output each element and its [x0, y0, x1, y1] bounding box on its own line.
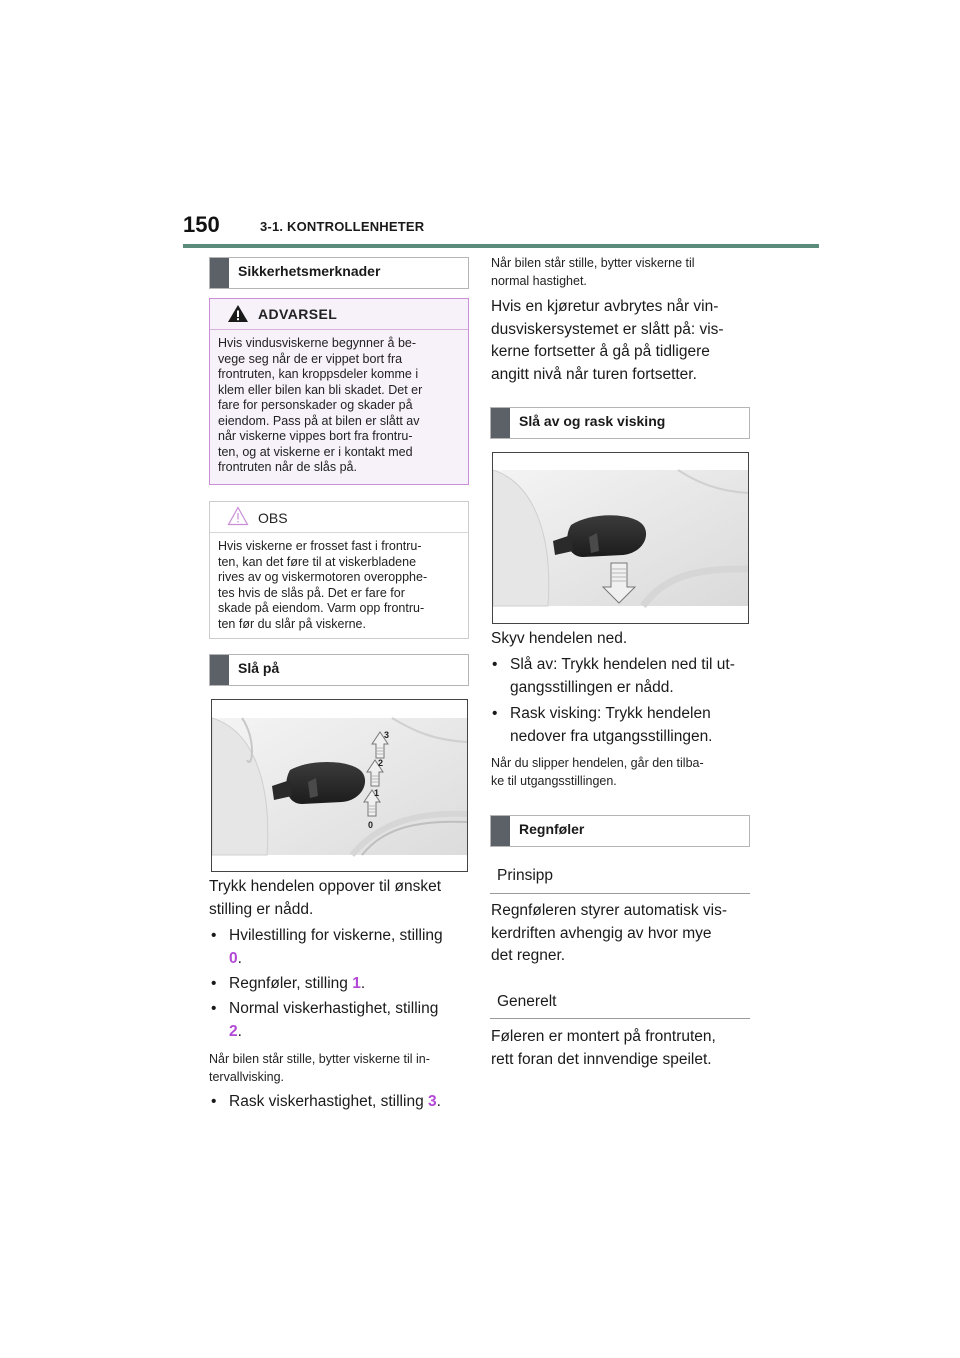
- bullet-dot: •: [211, 1093, 217, 1110]
- small-line: Når bilen står stille, bytter viskerne til in-: [209, 1052, 430, 1066]
- heading-turn-on-label: Slå på: [238, 660, 280, 676]
- heading-tab: [210, 258, 229, 288]
- warning-body: [210, 330, 468, 476]
- heading-tab: [491, 408, 510, 438]
- small-line: normal hastighet.: [491, 274, 587, 288]
- caution-triangle-icon: [227, 506, 249, 531]
- section-title: 3-1. KONTROLLENHETER: [260, 219, 425, 234]
- heading-turn-off: [490, 407, 750, 439]
- position-3: 3: [428, 1093, 437, 1110]
- para-line: Regnføleren styrer automatisk vis-: [491, 902, 728, 919]
- small-line: Når du slipper hendelen, går den tilba-: [491, 756, 704, 770]
- bullet-line: gangsstillingen er nådd.: [510, 678, 674, 696]
- position-2: 2: [229, 1022, 238, 1040]
- notice-line: ten, kan det føre til at viskerbladene: [218, 554, 417, 569]
- heading-rain-sensor-label: Regnføler: [519, 821, 585, 837]
- header-rule: [183, 244, 819, 248]
- small-line: Når bilen står stille, bytter viskerne til: [491, 256, 695, 270]
- figure-label-0: 0: [368, 820, 374, 830]
- notice-line: ten før du slår på viskerne.: [218, 616, 366, 631]
- warning-line: vege seg når de er vippet bort fra: [218, 351, 403, 366]
- notice-title: OBS: [258, 510, 288, 526]
- warning-line: når viskerne vippes bort fra frontru-: [218, 429, 413, 443]
- general-paragraph: [491, 1026, 716, 1071]
- warning-line: frontruten når de slås på.: [218, 460, 357, 474]
- warning-box: [209, 298, 469, 485]
- page-number: 150: [183, 212, 220, 237]
- bullet-dot: •: [211, 927, 217, 944]
- notice-line: tes hvis de slås på. Det er fare for: [218, 585, 405, 600]
- warning-line: fare for personskader og skader på: [218, 398, 413, 412]
- wiper-stalk-up-figure: [211, 699, 468, 872]
- notice-box: [209, 501, 469, 639]
- intro-line: stilling er nådd.: [209, 900, 314, 918]
- para-line: kerdriften avhengig av hvor mye: [491, 924, 712, 942]
- bullet-line: nedover fra utgangsstillingen.: [510, 727, 713, 745]
- para-line: angitt nivå når turen fortsetter.: [491, 365, 697, 383]
- bullet-rest-position: [211, 925, 469, 970]
- bullet-line: Slå av: Trykk hendelen ned til ut-: [510, 656, 735, 673]
- bullet-rain-sensor: [211, 973, 469, 996]
- heading-safety: [209, 257, 469, 289]
- heading-rain-sensor: [490, 815, 750, 847]
- bullet-turn-off: [492, 654, 750, 699]
- warning-line: klem eller bilen kan bli skadet. Det er: [218, 382, 423, 397]
- small-line: tervallvisking.: [209, 1070, 285, 1084]
- para-line: kerne fortsetter å gå på tidligere: [491, 343, 710, 360]
- warning-title-bar: [210, 299, 468, 330]
- subheading-general: Generelt: [490, 993, 750, 1019]
- warning-line: Hvis vindusviskerne begynner å be-: [218, 336, 417, 350]
- figure-label-1: 1: [374, 788, 380, 798]
- bullet-dot: •: [211, 1000, 217, 1017]
- para-line: Føleren er montert på frontruten,: [491, 1028, 716, 1045]
- para-line: rett foran det innvendige speilet.: [491, 1050, 712, 1068]
- bullet-text: Normal viskerhastighet, stilling: [229, 1000, 439, 1017]
- heading-turn-on: [209, 654, 469, 686]
- notice-line: skade på eiendom. Varm opp frontru-: [218, 601, 425, 615]
- notice-body: [210, 533, 468, 632]
- heading-turn-off-label: Slå av og rask visking: [519, 413, 666, 429]
- wiper-stalk-down-figure: [492, 452, 749, 624]
- subheading-principle: Prinsipp: [490, 867, 750, 894]
- notice-title-bar: [210, 502, 468, 533]
- bullet-text: Hvilestilling for viskerne, stilling: [229, 927, 443, 944]
- bullet-fast-speed: [211, 1091, 469, 1114]
- bullet-text: Regnføler, stilling: [229, 975, 353, 992]
- intro-line: Trykk hendelen oppover til ønsket: [209, 878, 442, 895]
- heading-tab: [491, 816, 510, 846]
- warning-triangle-icon: [227, 304, 249, 328]
- bullet-text: Rask viskerhastighet, stilling: [229, 1093, 428, 1110]
- notice-line: rives av og viskermotoren overopphe-: [218, 570, 428, 584]
- bullet-punct: .: [436, 1093, 441, 1110]
- figure-label-3: 3: [384, 730, 390, 740]
- bullet-dot: •: [211, 975, 217, 992]
- para-line: Hvis en kjøretur avbrytes når vin-: [491, 298, 719, 315]
- warning-line: eiendom. Pass på at bilen er slått av: [218, 413, 420, 428]
- para-line: dusviskersystemet er slått på: vis-: [491, 320, 724, 338]
- bullet-punct: .: [237, 1022, 242, 1040]
- bullet-dot: •: [492, 656, 498, 673]
- warning-line: frontruten, kan kroppsdeler komme i: [218, 367, 419, 381]
- bullet-punct: .: [237, 949, 242, 967]
- warning-title: ADVARSEL: [258, 306, 338, 322]
- position-1: 1: [352, 975, 361, 992]
- intro-paragraph: [209, 876, 441, 921]
- figure-label-2: 2: [378, 758, 384, 768]
- push-down-text: Skyv hendelen ned.: [491, 630, 628, 647]
- stationary-note: [209, 1050, 430, 1086]
- release-note: [491, 754, 704, 790]
- heading-safety-label: Sikkerhetsmerknader: [238, 263, 381, 279]
- bullet-fast-wipe: [492, 703, 750, 748]
- position-0: 0: [229, 949, 238, 967]
- principle-paragraph: [491, 900, 727, 968]
- resume-paragraph: [491, 296, 724, 386]
- para-line: det regner.: [491, 947, 566, 964]
- bullet-punct: .: [360, 975, 366, 992]
- bullet-normal-speed: [211, 998, 469, 1043]
- small-line: ke til utgangsstillingen.: [491, 774, 617, 788]
- notice-line: Hvis viskerne er frosset fast i frontru-: [218, 539, 422, 553]
- bullet-line: Rask visking: Trykk hendelen: [510, 705, 711, 722]
- heading-tab: [210, 655, 229, 685]
- warning-line: ten, og at viskerne er i kontakt med: [218, 444, 413, 459]
- bullet-dot: •: [492, 705, 498, 722]
- stationary-note-right: [491, 254, 695, 290]
